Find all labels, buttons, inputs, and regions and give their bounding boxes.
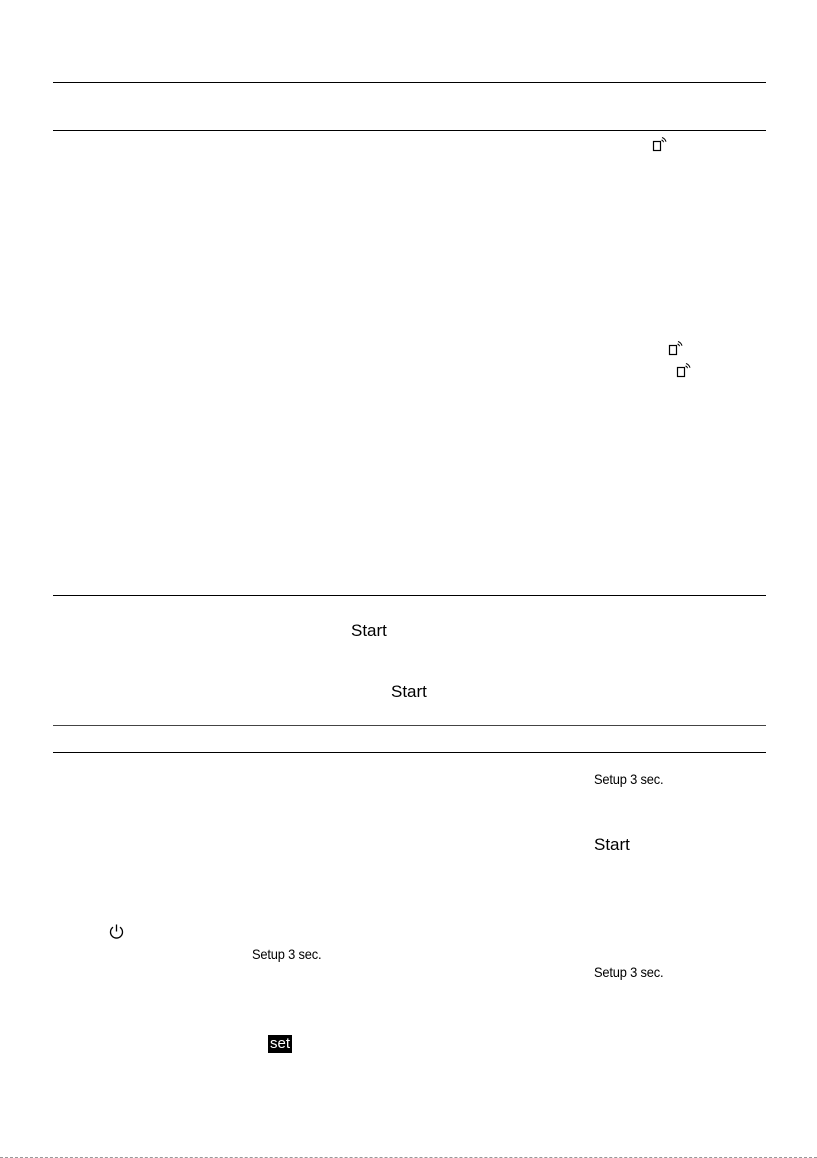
remote-start-icon xyxy=(676,362,692,378)
setup-3-sec-label: Setup 3 sec. xyxy=(594,964,664,980)
table-rule-section-2a xyxy=(53,725,766,726)
start-label: Start xyxy=(391,682,427,701)
table-rule-top xyxy=(53,82,766,83)
table-rule-header xyxy=(53,130,766,131)
remote-start-icon xyxy=(668,340,684,356)
set-display-badge: set xyxy=(270,1035,291,1052)
setup-3-sec-label: Setup 3 sec. xyxy=(594,771,664,787)
start-label: Start xyxy=(594,835,630,854)
remote-start-icon xyxy=(652,136,668,152)
table-rule-section-2b xyxy=(53,752,766,753)
table-rule-section-1 xyxy=(53,595,766,596)
power-icon xyxy=(108,923,125,940)
setup-3-sec-label: Setup 3 sec. xyxy=(252,946,322,962)
start-label: Start xyxy=(351,621,387,640)
